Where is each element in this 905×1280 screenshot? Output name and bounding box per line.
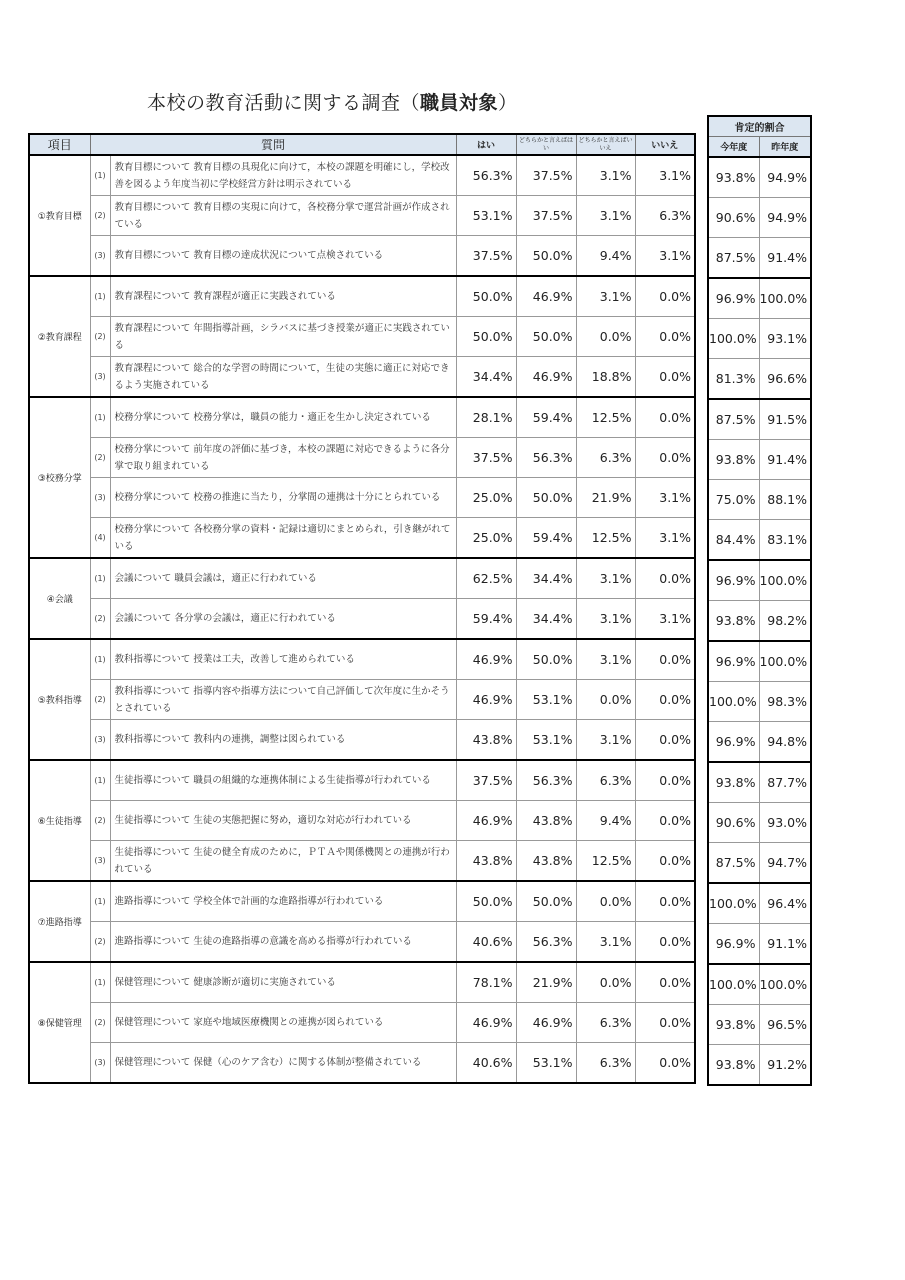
page-title-bold: 職員対象 [420,92,499,114]
value-rather-yes: 56.3% [516,760,576,801]
value-yes: 43.8% [456,720,516,761]
value-this-year: 93.8% [708,762,759,803]
value-rather-yes: 53.1% [516,1043,576,1084]
ratio-row [708,803,811,843]
value-no: 0.0% [635,558,695,599]
value-rather-yes: 21.9% [516,962,576,1003]
category-cell: ①教育目標 [29,155,90,276]
question-number: (2) [90,438,110,478]
value-rather-no: 12.5% [576,518,635,559]
ratio-row [708,601,811,642]
value-rather-no: 0.0% [576,881,635,922]
question-number: (2) [90,680,110,720]
question-number: (1) [90,962,110,1003]
value-yes: 62.5% [456,558,516,599]
value-yes: 46.9% [456,639,516,680]
table-row [29,276,695,317]
question-text: 教育目標について 教育目標の達成状況について点検されている [110,236,456,277]
value-this-year: 84.4% [708,520,759,561]
value-rather-yes: 46.9% [516,357,576,398]
value-last-year: 91.1% [759,924,811,965]
value-last-year: 93.0% [759,803,811,843]
value-rather-no: 0.0% [576,317,635,357]
value-this-year: 93.8% [708,1045,759,1086]
value-last-year: 91.2% [759,1045,811,1086]
value-yes: 46.9% [456,801,516,841]
value-last-year: 96.4% [759,883,811,924]
value-no: 0.0% [635,841,695,882]
value-no: 0.0% [635,922,695,963]
value-this-year: 93.8% [708,440,759,480]
value-rather-yes: 50.0% [516,881,576,922]
value-yes: 50.0% [456,881,516,922]
header-rather-no: どちらかと言えばいいえ [576,134,635,155]
question-text: 保健管理について 健康診断が適切に実施されている [110,962,456,1003]
value-last-year: 100.0% [759,278,811,319]
value-this-year: 96.9% [708,278,759,319]
value-rather-no: 6.3% [576,438,635,478]
value-rather-no: 0.0% [576,680,635,720]
table-row [29,922,695,963]
value-yes: 28.1% [456,397,516,438]
ratio-row [708,198,811,238]
table-row [29,1003,695,1043]
value-last-year: 88.1% [759,480,811,520]
value-rather-no: 9.4% [576,236,635,277]
question-number: (1) [90,397,110,438]
question-text: 教育目標について 教育目標の実現に向けて，各校務分掌で運営計画が作成されている [110,196,456,236]
value-yes: 46.9% [456,1003,516,1043]
header-positive-ratio: 肯定的割合 [708,116,811,137]
question-number: (2) [90,922,110,963]
value-yes: 46.9% [456,680,516,720]
value-this-year: 93.8% [708,157,759,198]
value-last-year: 93.1% [759,319,811,359]
question-number: (2) [90,1003,110,1043]
value-this-year: 100.0% [708,964,759,1005]
question-text: 教科指導について 指導内容や指導方法について自己評価して次年度に生かそうとされている [110,680,456,720]
header-last-year: 昨年度 [759,137,811,158]
header-item: 項目 [29,134,90,155]
category-cell: ⑦進路指導 [29,881,90,962]
ratio-row [708,480,811,520]
value-no: 0.0% [635,720,695,761]
positive-ratio-table [707,115,812,1086]
value-no: 0.0% [635,801,695,841]
value-this-year: 96.9% [708,641,759,682]
value-rather-yes: 34.4% [516,558,576,599]
ratio-row [708,440,811,480]
value-last-year: 98.2% [759,601,811,642]
value-yes: 37.5% [456,760,516,801]
value-this-year: 87.5% [708,843,759,884]
value-rather-yes: 59.4% [516,518,576,559]
value-this-year: 93.8% [708,601,759,642]
value-rather-no: 21.9% [576,478,635,518]
value-rather-no: 3.1% [576,599,635,640]
question-number: (2) [90,196,110,236]
question-text: 会議について 職員会議は，適正に行われている [110,558,456,599]
value-rather-no: 3.1% [576,155,635,196]
value-last-year: 98.3% [759,682,811,722]
value-this-year: 100.0% [708,319,759,359]
value-this-year: 81.3% [708,359,759,400]
ratio-row [708,278,811,319]
category-cell: ⑧保健管理 [29,962,90,1083]
table-row [29,317,695,357]
question-text: 校務分掌について 前年度の評価に基づき，本校の課題に対応できるように各分掌で取り組まれている [110,438,456,478]
value-yes: 25.0% [456,518,516,559]
value-rather-yes: 46.9% [516,276,576,317]
question-text: 教育課程について 教育課程が適正に実践されている [110,276,456,317]
table-row [29,397,695,438]
value-rather-yes: 50.0% [516,317,576,357]
value-rather-no: 3.1% [576,639,635,680]
question-text: 進路指導について 学校全体で計画的な進路指導が行われている [110,881,456,922]
question-number: (1) [90,881,110,922]
question-text: 保健管理について 保健（心のケア含む）に関する体制が整備されている [110,1043,456,1084]
value-rather-yes: 59.4% [516,397,576,438]
value-last-year: 100.0% [759,641,811,682]
value-rather-yes: 50.0% [516,236,576,277]
value-no: 0.0% [635,1003,695,1043]
value-rather-yes: 37.5% [516,196,576,236]
value-rather-yes: 50.0% [516,478,576,518]
value-yes: 59.4% [456,599,516,640]
header-rather-yes: どちらかと言えばはい [516,134,576,155]
value-yes: 56.3% [456,155,516,196]
value-last-year: 87.7% [759,762,811,803]
value-this-year: 100.0% [708,682,759,722]
ratio-row [708,560,811,601]
question-number: (1) [90,639,110,680]
value-rather-no: 3.1% [576,558,635,599]
value-rather-no: 18.8% [576,357,635,398]
value-rather-no: 9.4% [576,801,635,841]
category-cell: ④会議 [29,558,90,639]
value-this-year: 87.5% [708,238,759,279]
header-yes: はい [456,134,516,155]
question-number: (2) [90,801,110,841]
ratio-row [708,762,811,803]
value-no: 0.0% [635,317,695,357]
value-rather-yes: 43.8% [516,801,576,841]
value-rather-no: 0.0% [576,962,635,1003]
value-rather-yes: 56.3% [516,922,576,963]
value-this-year: 90.6% [708,198,759,238]
question-number: (3) [90,841,110,882]
ratio-row [708,964,811,1005]
value-yes: 43.8% [456,841,516,882]
value-last-year: 96.5% [759,1005,811,1045]
question-number: (3) [90,357,110,398]
table-row [29,599,695,640]
value-this-year: 100.0% [708,883,759,924]
value-last-year: 91.4% [759,440,811,480]
table-row [29,357,695,398]
table-row [29,760,695,801]
question-number: (1) [90,276,110,317]
table-row [29,558,695,599]
survey-table [28,133,696,1084]
question-text: 生徒指導について 職員の組織的な連携体制による生徒指導が行われている [110,760,456,801]
value-rather-no: 6.3% [576,1003,635,1043]
value-rather-yes: 50.0% [516,639,576,680]
question-text: 進路指導について 生徒の進路指導の意識を高める指導が行われている [110,922,456,963]
ratio-row [708,1045,811,1086]
value-rather-yes: 53.1% [516,680,576,720]
question-number: (1) [90,558,110,599]
value-no: 0.0% [635,962,695,1003]
ratio-row [708,883,811,924]
value-no: 3.1% [635,599,695,640]
value-rather-no: 12.5% [576,841,635,882]
value-last-year: 94.8% [759,722,811,763]
value-last-year: 94.7% [759,843,811,884]
value-this-year: 75.0% [708,480,759,520]
value-last-year: 94.9% [759,198,811,238]
question-text: 校務分掌について 校務の推進に当たり，分掌間の連携は十分にとられている [110,478,456,518]
value-rather-no: 6.3% [576,760,635,801]
value-last-year: 96.6% [759,359,811,400]
table-row [29,1043,695,1084]
category-cell: ⑥生徒指導 [29,760,90,881]
value-last-year: 91.4% [759,238,811,279]
ratio-row [708,520,811,561]
value-no: 6.3% [635,196,695,236]
value-this-year: 96.9% [708,560,759,601]
value-rather-no: 3.1% [576,720,635,761]
ratio-row [708,722,811,763]
question-number: (2) [90,317,110,357]
question-number: (3) [90,720,110,761]
category-cell: ③校務分掌 [29,397,90,558]
table-row [29,639,695,680]
question-text: 会議について 各分掌の会議は，適正に行われている [110,599,456,640]
question-number: (1) [90,760,110,801]
value-yes: 40.6% [456,1043,516,1084]
ratio-row [708,157,811,198]
value-no: 3.1% [635,236,695,277]
value-no: 0.0% [635,680,695,720]
question-number: (1) [90,155,110,196]
value-this-year: 96.9% [708,924,759,965]
value-rather-yes: 34.4% [516,599,576,640]
table-row [29,518,695,559]
question-number: (2) [90,599,110,640]
table-row [29,881,695,922]
question-text: 教育課程について 総合的な学習の時間について，生徒の実態に適正に対応できるよう実施されている [110,357,456,398]
question-text: 校務分掌について 校務分掌は，職員の能力・適正を生かし決定されている [110,397,456,438]
ratio-row [708,399,811,440]
value-rather-no: 3.1% [576,196,635,236]
value-rather-yes: 43.8% [516,841,576,882]
value-last-year: 100.0% [759,964,811,1005]
value-rather-yes: 56.3% [516,438,576,478]
value-yes: 78.1% [456,962,516,1003]
value-yes: 50.0% [456,317,516,357]
value-this-year: 87.5% [708,399,759,440]
value-no: 0.0% [635,639,695,680]
table-row [29,478,695,518]
question-text: 生徒指導について 生徒の実態把握に努め，適切な対応が行われている [110,801,456,841]
ratio-row [708,682,811,722]
value-yes: 25.0% [456,478,516,518]
question-text: 教科指導について 授業は工夫，改善して進められている [110,639,456,680]
value-this-year: 96.9% [708,722,759,763]
question-number: (3) [90,478,110,518]
question-text: 保健管理について 家庭や地域医療機関との連携が図られている [110,1003,456,1043]
category-cell: ②教育課程 [29,276,90,397]
value-no: 0.0% [635,397,695,438]
table-row [29,438,695,478]
table-row [29,196,695,236]
value-last-year: 91.5% [759,399,811,440]
value-rather-no: 3.1% [576,276,635,317]
table-row [29,680,695,720]
ratio-row [708,641,811,682]
ratio-row [708,238,811,279]
header-question: 質問 [90,134,456,155]
value-last-year: 100.0% [759,560,811,601]
value-no: 0.0% [635,881,695,922]
table-row [29,155,695,196]
category-cell: ⑤教科指導 [29,639,90,760]
value-rather-no: 3.1% [576,922,635,963]
value-no: 0.0% [635,760,695,801]
ratio-row [708,319,811,359]
ratio-row [708,843,811,884]
value-no: 3.1% [635,478,695,518]
value-this-year: 93.8% [708,1005,759,1045]
value-yes: 34.4% [456,357,516,398]
table-row [29,841,695,882]
value-yes: 40.6% [456,922,516,963]
value-rather-yes: 46.9% [516,1003,576,1043]
table-row [29,801,695,841]
value-no: 0.0% [635,438,695,478]
header-this-year: 今年度 [708,137,759,158]
ratio-row [708,924,811,965]
page-title: 本校の教育活動に関する調査（職員対象） [147,92,518,114]
table-row [29,236,695,277]
ratio-row [708,1005,811,1045]
value-no: 0.0% [635,357,695,398]
table-row [29,720,695,761]
value-rather-no: 6.3% [576,1043,635,1084]
question-text: 生徒指導について 生徒の健全育成のために，ＰＴＡや関係機関との連携が行われている [110,841,456,882]
value-rather-yes: 37.5% [516,155,576,196]
question-number: (3) [90,1043,110,1084]
value-last-year: 94.9% [759,157,811,198]
value-no: 0.0% [635,1043,695,1084]
header-row [29,134,695,155]
ratio-row [708,359,811,400]
table-row [29,962,695,1003]
question-text: 教科指導について 教科内の連携，調整は図られている [110,720,456,761]
question-number: (3) [90,236,110,277]
value-no: 0.0% [635,276,695,317]
value-last-year: 83.1% [759,520,811,561]
value-this-year: 90.6% [708,803,759,843]
question-number: (4) [90,518,110,559]
question-text: 教育目標について 教育目標の具現化に向けて，本校の課題を明確にし，学校改善を図るよう年度当初に学校経営方針は明示されている [110,155,456,196]
value-rather-yes: 53.1% [516,720,576,761]
value-yes: 50.0% [456,276,516,317]
value-yes: 53.1% [456,196,516,236]
question-text: 校務分掌について 各校務分掌の資料・記録は適切にまとめられ，引き継がれている [110,518,456,559]
question-text: 教育課程について 年間指導計画，シラバスに基づき授業が適正に実践されている [110,317,456,357]
value-yes: 37.5% [456,438,516,478]
value-rather-no: 12.5% [576,397,635,438]
value-no: 3.1% [635,155,695,196]
value-no: 3.1% [635,518,695,559]
value-yes: 37.5% [456,236,516,277]
header-no: いいえ [635,134,695,155]
